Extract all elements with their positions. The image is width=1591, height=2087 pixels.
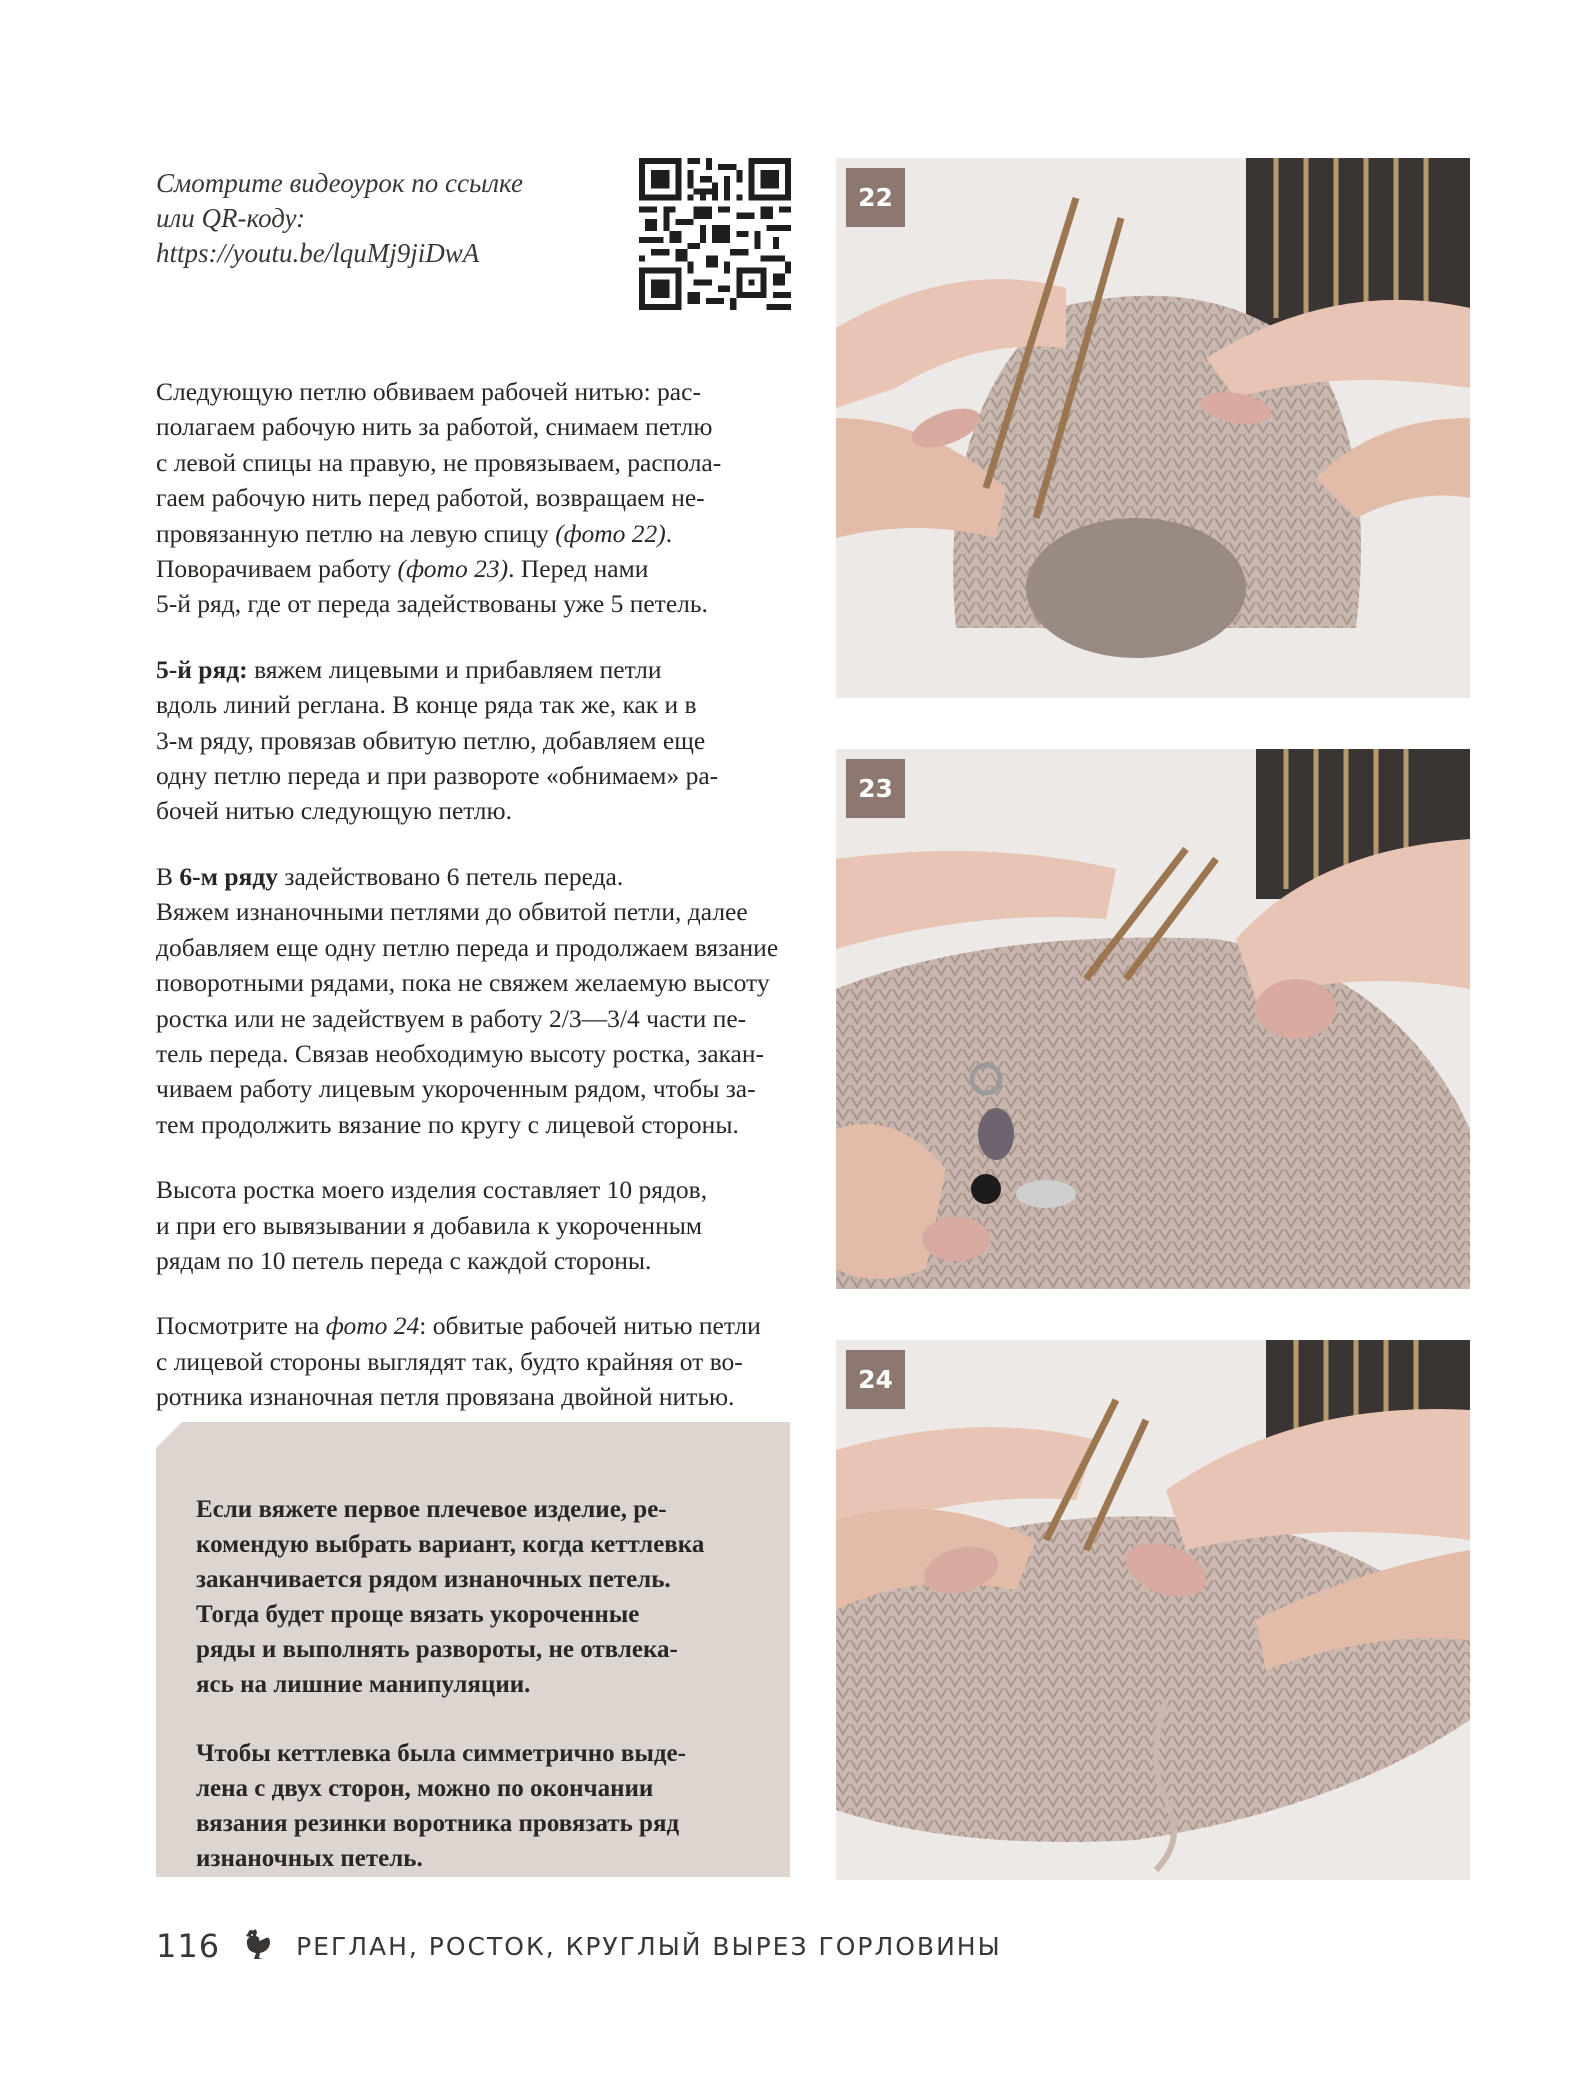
text-line: поворотными рядами, пока не свяжем желаемую высоту [156,968,770,998]
text-line: ротника изнаночная петля провязана двойной нитью. [156,1382,735,1412]
text-line: Высота ростка моего изделия составляет 10 рядов, [156,1175,708,1205]
text-line: ростка или не задействуем в работу 2/3—3/4 части пе- [156,1003,747,1033]
tip-line: вязания резинки воротника провязать ряд [196,1810,680,1837]
text-line: и при его вывязывании я добавила к укороченным [156,1210,702,1240]
text-line: бочей нитью следующую петлю. [156,796,512,826]
text-line: тем продолжить вязание по кругу с лицевой стороны. [156,1109,739,1139]
text-line: гаем рабочую нить перед работой, возвращаем не- [156,483,705,513]
chapter-title: РЕГЛАН, РОСТОК, КРУГЛЫЙ ВЫРЕЗ ГОРЛОВИНЫ [296,1931,1002,1961]
photo-reference: (фото 22) [555,518,666,548]
text-line: рядам по 10 петель переда с каждой стороны. [156,1245,652,1275]
photo-reference: фото 24 [325,1311,420,1341]
video-url-link[interactable]: https://youtu.be/lquMj9jiDwA [156,238,480,268]
text-line: 5-й ряд, где от переда задействованы уже 5 петель. [156,589,708,619]
text-line: полагаем рабочую нить за работой, снимаем петлю [156,412,713,442]
photo-24 [836,1340,1470,1880]
tip-line: Тогда будет проще вязать укороченные [196,1601,640,1628]
text-line: тель переда. Связав необходимую высоту ростка, закан- [156,1038,764,1068]
text-line: с лицевой стороны выглядят так, будто крайняя от во- [156,1346,743,1376]
tip-line: Чтобы кеттлевка была симметрично выде- [196,1740,686,1767]
tip-line: лена с двух сторон, можно по окончании [196,1775,654,1802]
tip-line: Если вяжете первое плечевое изделие, ре- [196,1496,667,1523]
qr-code-icon[interactable] [639,158,791,310]
text-line: с левой спицы на правую, не провязываем, распола- [156,447,722,477]
tip-line: ясь на лишние манипуляции. [196,1671,531,1698]
photo-reference: (фото 23) [397,554,509,584]
photo-number-badge: 22 [846,168,905,227]
text-line: Посмотрите на фото 24: обвитые рабочей нитью петли [156,1311,761,1341]
video-note-line: Смотрите видеоурок по ссылке [156,168,523,198]
text-line: провязанную петлю на левую спицу (фото 22). [156,518,673,548]
page-number: 116 [156,1927,221,1965]
text-line: чиваем работу лицевым укороченным рядом, чтобы за- [156,1074,756,1104]
text-line: В 6-м ряду задействовано 6 петель переда. [156,861,624,891]
photo-22 [836,158,1470,698]
text-line: добавляем еще одну петлю переда и продолжаем вязание [156,932,779,962]
tip-line: комендую выбрать вариант, когда кеттлевка [196,1531,705,1558]
photo-number-badge: 24 [846,1350,905,1409]
text-line: одну петлю переда и при развороте «обнимаем» ра- [156,761,719,791]
row-heading: 5-й ряд: [156,654,248,684]
text-line: 5-й ряд: вяжем лицевыми и прибавляем петли [156,654,662,684]
text-line: 3-м ряду, провязав обвитую петлю, добавляем еще [156,725,706,755]
instructions-text [156,344,796,1445]
tip-line: ряды и выполнять развороты, не отвлека- [196,1636,678,1663]
page-footer [156,1922,1002,1970]
tip-text [196,1458,776,1910]
row-heading: 6-м ряду [179,861,279,891]
video-note-line: или QR-коду: [156,203,306,233]
photo-23 [836,749,1470,1289]
text-line: вдоль линий реглана. В конце ряда так же, как и в [156,690,697,720]
text-line: Поворачиваем работу (фото 23). Перед нами [156,554,649,584]
tip-line: заканчивается рядом изнаночных петель. [196,1566,671,1593]
rooster-icon [242,1927,272,1966]
tip-line: изнаночных петель. [196,1845,423,1872]
text-line: Вяжем изнаночными петлями до обвитой петли, далее [156,897,748,927]
video-link-note [156,166,596,271]
text-line: Следующую петлю обвиваем рабочей нитью: рас- [156,377,701,406]
photo-number-badge: 23 [846,759,905,818]
